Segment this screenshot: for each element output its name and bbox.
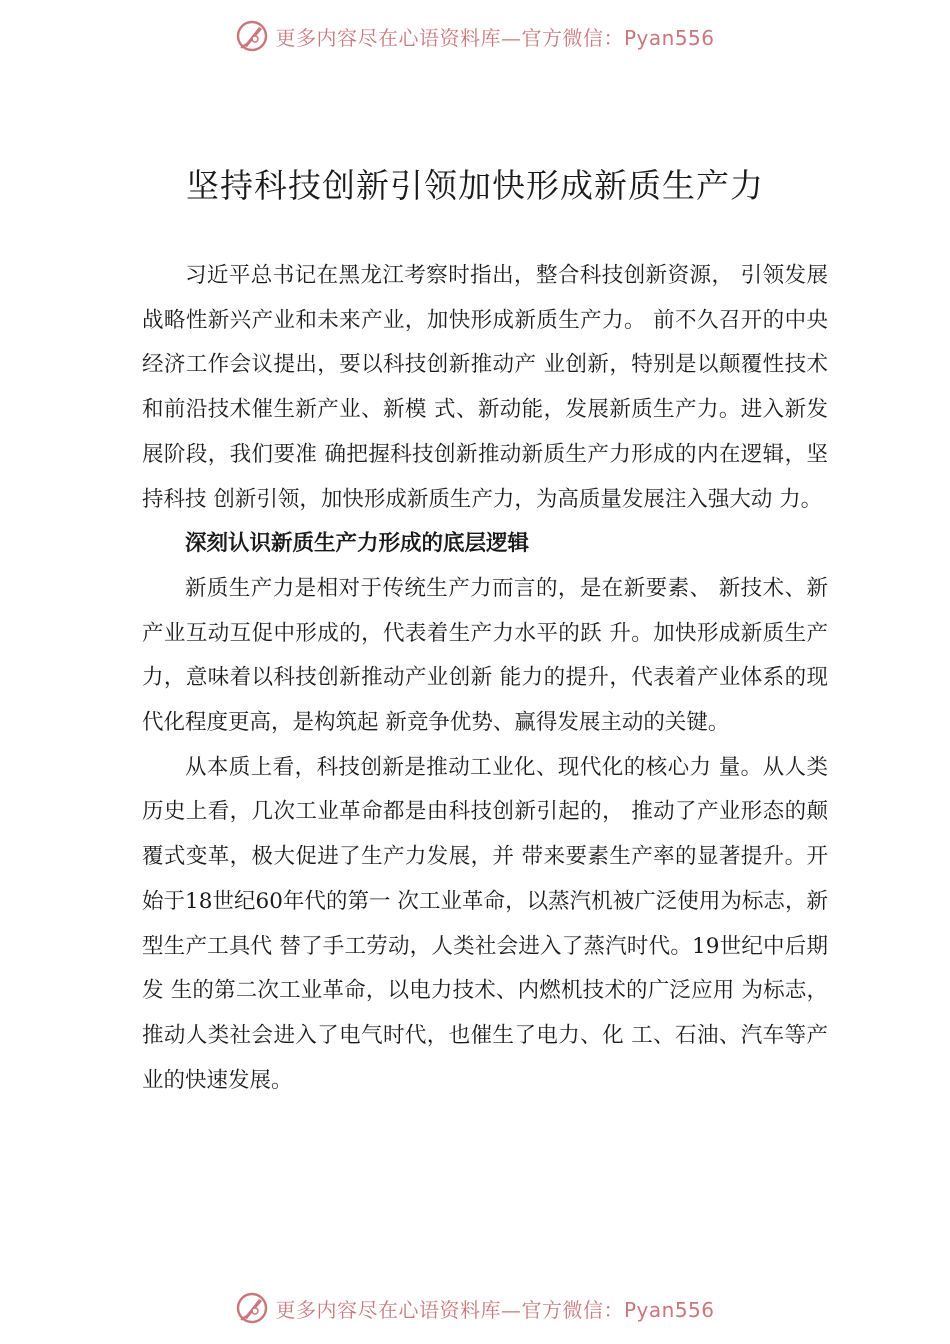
wechat-id: Pyan556 (623, 1297, 715, 1322)
paragraph-definition: 新质生产力是相对于传统生产力而言的，是在新要素、 新技术、新产业互动互促中形成的，代表着生产力水平的跃 升。加快形成新质生产力，意味着以科技创新推动产业创新 能力的提升，代表着产业体系的现代化程度更高，是构筑起 新竞争优势、赢得发展主动的关键。 (142, 575, 828, 736)
document-body (142, 254, 828, 1103)
quill-logo-icon (235, 1291, 269, 1325)
watermark-text: 更多内容尽在心语资料库—官方微信：Pyan556 (275, 1297, 715, 1322)
quill-logo-icon (235, 19, 269, 53)
footer-watermark (0, 1288, 950, 1328)
document-title: 坚持科技创新引领加快形成新质生产力 (186, 166, 764, 205)
paragraph-history: 从本质上看，科技创新是推动工业化、现代化的核心力 量。从人类历史上看，几次工业革命都是由科技创新引起的， 推动了产业形态的颠覆式变革，极大促进了生产力发展，并 带来要素生产率的显著提升。开始于18世纪60年代的第一 次工业革命，以蒸汽机被广泛使用为标志，新型生产工具代 替了手工劳动，人类社会进入了蒸汽时代。19世纪中后期发 生的第二次工业革命，以电力技术、内燃机技术的广泛应用 为标志，推动人类社会进入了电气时代，也催生了电力、化 工、石油、汽车等产业的快速发展。 (142, 754, 828, 1093)
section-heading: 深刻认识新质生产力形成的底层逻辑 (185, 531, 530, 557)
wechat-id: Pyan556 (623, 25, 715, 50)
watermark-text: 更多内容尽在心语资料库—官方微信：Pyan556 (275, 25, 715, 50)
header-watermark (0, 16, 950, 56)
paragraph-intro: 习近平总书记在黑龙江考察时指出，整合科技创新资源， 引领发展战略性新兴产业和未来产业，加快形成新质生产力。 前不久召开的中央经济工作会议提出，要以科技创新推动产 业创新，特别是以颠覆性技术和前沿技术催生新产业、新模 式、新动能，发展新质生产力。进入新发展阶段，我们要准 确把握科技创新推动新质生产力形成的内在逻辑，坚持科技 创新引领，加快形成新质生产力，为高质量发展注入强大动 力。 (142, 263, 828, 512)
